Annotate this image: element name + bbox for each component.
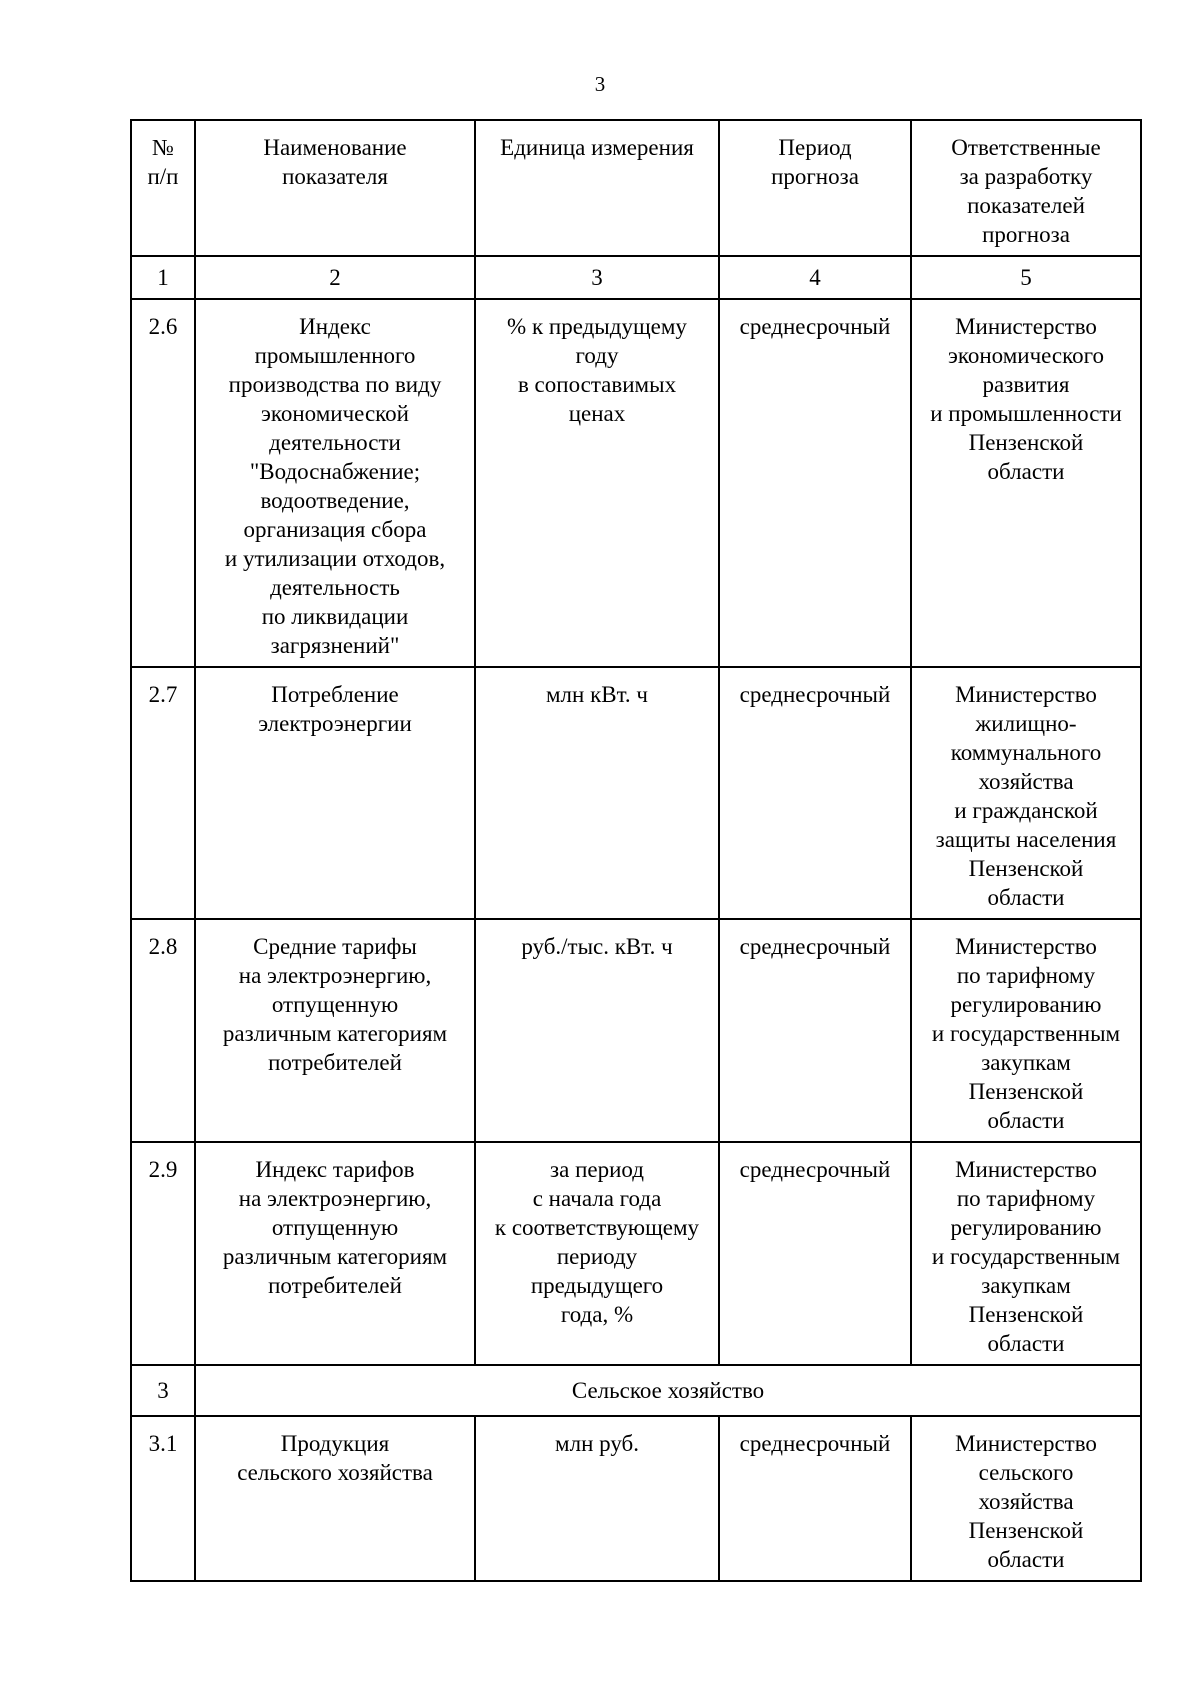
- header-number: № п/п: [131, 120, 195, 256]
- column-number: 5: [911, 256, 1141, 299]
- header-period: Период прогноза: [719, 120, 911, 256]
- table-header-row: [131, 120, 1141, 256]
- table-row: [131, 1416, 1141, 1581]
- table-row: [131, 919, 1141, 1142]
- row-period: среднесрочный: [719, 1416, 911, 1581]
- row-number: 3.1: [131, 1416, 195, 1581]
- row-indicator-name: Продукция сельского хозяйства: [195, 1416, 475, 1581]
- header-name: Наименование показателя: [195, 120, 475, 256]
- row-responsible: Министерство сельского хозяйства Пензенской области: [911, 1416, 1141, 1581]
- row-unit: млн кВт. ч: [475, 667, 719, 919]
- row-period: среднесрочный: [719, 299, 911, 667]
- row-responsible: Министерство жилищно- коммунального хозяйства и гражданской защиты населения Пензенской области: [911, 667, 1141, 919]
- section-row: [131, 1365, 1141, 1416]
- row-responsible: Министерство по тарифному регулированию и государственным закупкам Пензенской области: [911, 919, 1141, 1142]
- row-number: 2.9: [131, 1142, 195, 1365]
- row-number: 2.7: [131, 667, 195, 919]
- column-number: 4: [719, 256, 911, 299]
- section-number: 3: [131, 1365, 195, 1416]
- row-period: среднесрочный: [719, 1142, 911, 1365]
- row-number: 2.6: [131, 299, 195, 667]
- header-responsible: Ответственные за разработку показателей прогноза: [911, 120, 1141, 256]
- section-title: Сельское хозяйство: [195, 1365, 1141, 1416]
- row-indicator-name: Индекс тарифов на электроэнергию, отпущенную различным категориям потребителей: [195, 1142, 475, 1365]
- row-indicator-name: Средние тарифы на электроэнергию, отпущенную различным категориям потребителей: [195, 919, 475, 1142]
- row-unit: % к предыдущему году в сопоставимых ценах: [475, 299, 719, 667]
- row-unit: за период с начала года к соответствующему периоду предыдущего года, %: [475, 1142, 719, 1365]
- table-row: [131, 299, 1141, 667]
- column-number: 3: [475, 256, 719, 299]
- row-period: среднесрочный: [719, 919, 911, 1142]
- row-unit: млн руб.: [475, 1416, 719, 1581]
- row-indicator-name: Потребление электроэнергии: [195, 667, 475, 919]
- column-number-row: [131, 256, 1141, 299]
- table-row: [131, 1142, 1141, 1365]
- column-number: 1: [131, 256, 195, 299]
- page-number: 3: [594, 72, 606, 96]
- header-unit: Единица измерения: [475, 120, 719, 256]
- table-row: [131, 667, 1141, 919]
- indicators-table: [130, 119, 1142, 1582]
- row-number: 2.8: [131, 919, 195, 1142]
- column-number: 2: [195, 256, 475, 299]
- row-responsible: Министерство экономического развития и промышленности Пензенской области: [911, 299, 1141, 667]
- row-indicator-name: Индекс промышленного производства по виду экономической деятельности "Водоснабжение; водоотведение, организация сбора и утилизации отходов, деятельность по ликвидации загрязнений": [195, 299, 475, 667]
- row-responsible: Министерство по тарифному регулированию и государственным закупкам Пензенской области: [911, 1142, 1141, 1365]
- row-unit: руб./тыс. кВт. ч: [475, 919, 719, 1142]
- row-period: среднесрочный: [719, 667, 911, 919]
